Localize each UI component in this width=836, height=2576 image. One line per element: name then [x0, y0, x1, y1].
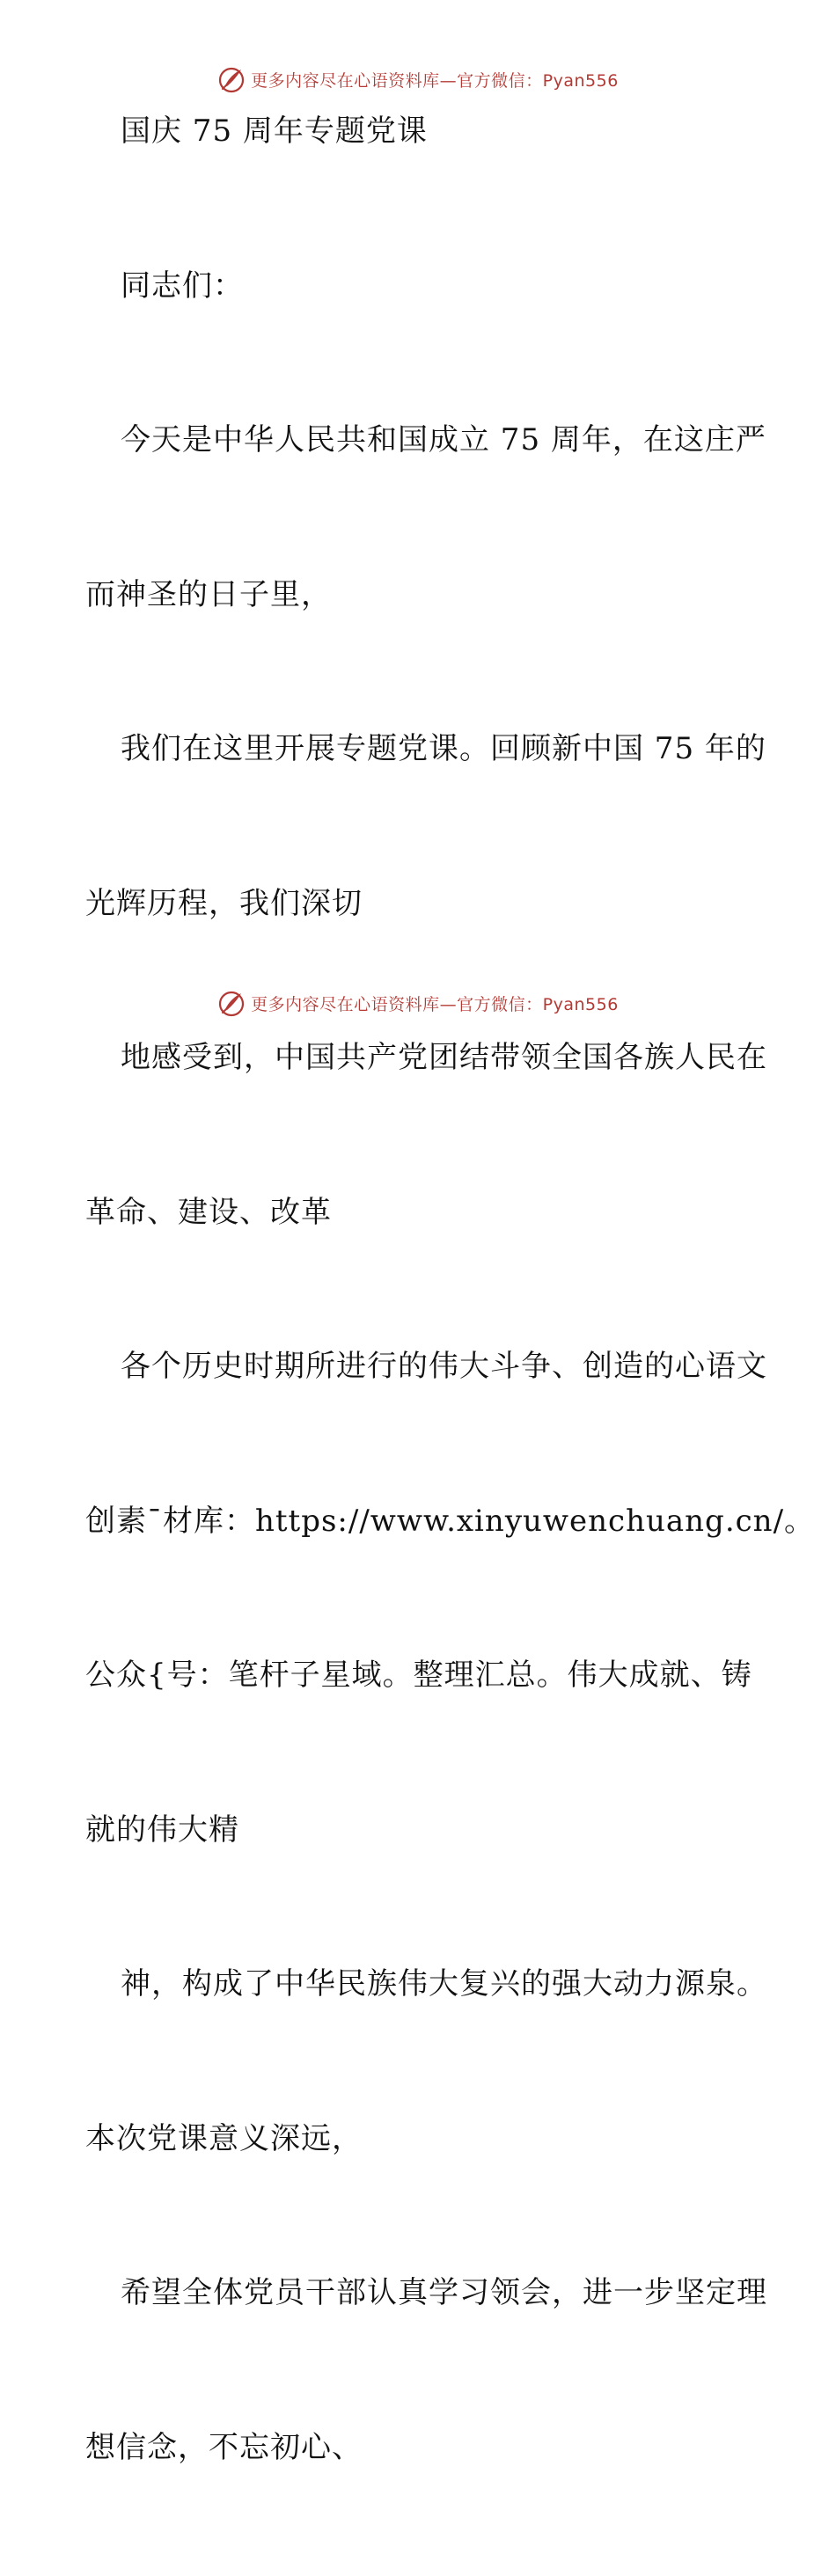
footer-watermark — [0, 985, 836, 1021]
text-line: 今天是中华人民共和国成立 75 周年，在这庄严 — [85, 414, 754, 466]
watermark-brand — [217, 65, 619, 93]
text-line: 各个历史时期所进行的伟大斗争、创造的心语文 — [85, 1341, 754, 1393]
watermark-text: 更多内容尽在心语资料库—官方微信：Pyan556 — [251, 68, 619, 91]
watermark-brand — [217, 989, 619, 1017]
text-line: 同志们： — [85, 260, 754, 312]
watermark-text: 更多内容尽在心语资料库—官方微信：Pyan556 — [251, 992, 619, 1015]
text-line: 光辉历程，我们深切 — [85, 878, 754, 930]
text-line: 神，构成了中华民族伟大复兴的强大动力源泉。 — [85, 1958, 754, 2010]
document-title: 国庆 75 周年专题党课 — [85, 106, 754, 157]
text-line: 本次党课意义深远， — [85, 2113, 754, 2165]
text-line: 就的伟大精 — [85, 1804, 754, 1856]
text-line: 我们在这里开展专题党课。回顾新中国 75 年的 — [85, 723, 754, 775]
text-line: 希望全体党员干部认真学习领会，进一步坚定理 — [85, 2267, 754, 2319]
text-line: 革命、建设、改革 — [85, 1187, 754, 1239]
quill-logo-icon — [217, 65, 246, 93]
text-line: 想信念，不忘初心、 — [85, 2422, 754, 2474]
document-paragraphs — [85, 157, 754, 2576]
text-line: 而神圣的日子里， — [85, 569, 754, 621]
header-watermark — [0, 62, 836, 97]
text-line: 地感受到，中国共产党团结带领全国各族人民在 — [85, 1032, 754, 1084]
document-body — [85, 106, 754, 2576]
quill-logo-icon — [217, 989, 246, 1017]
text-line: 创素¯材库：https://www.xinyuwenchuang.cn/。 — [85, 1496, 754, 1548]
text-line: 公众{号：笔杆子星域。整理汇总。伟大成就、铸 — [85, 1650, 754, 1701]
